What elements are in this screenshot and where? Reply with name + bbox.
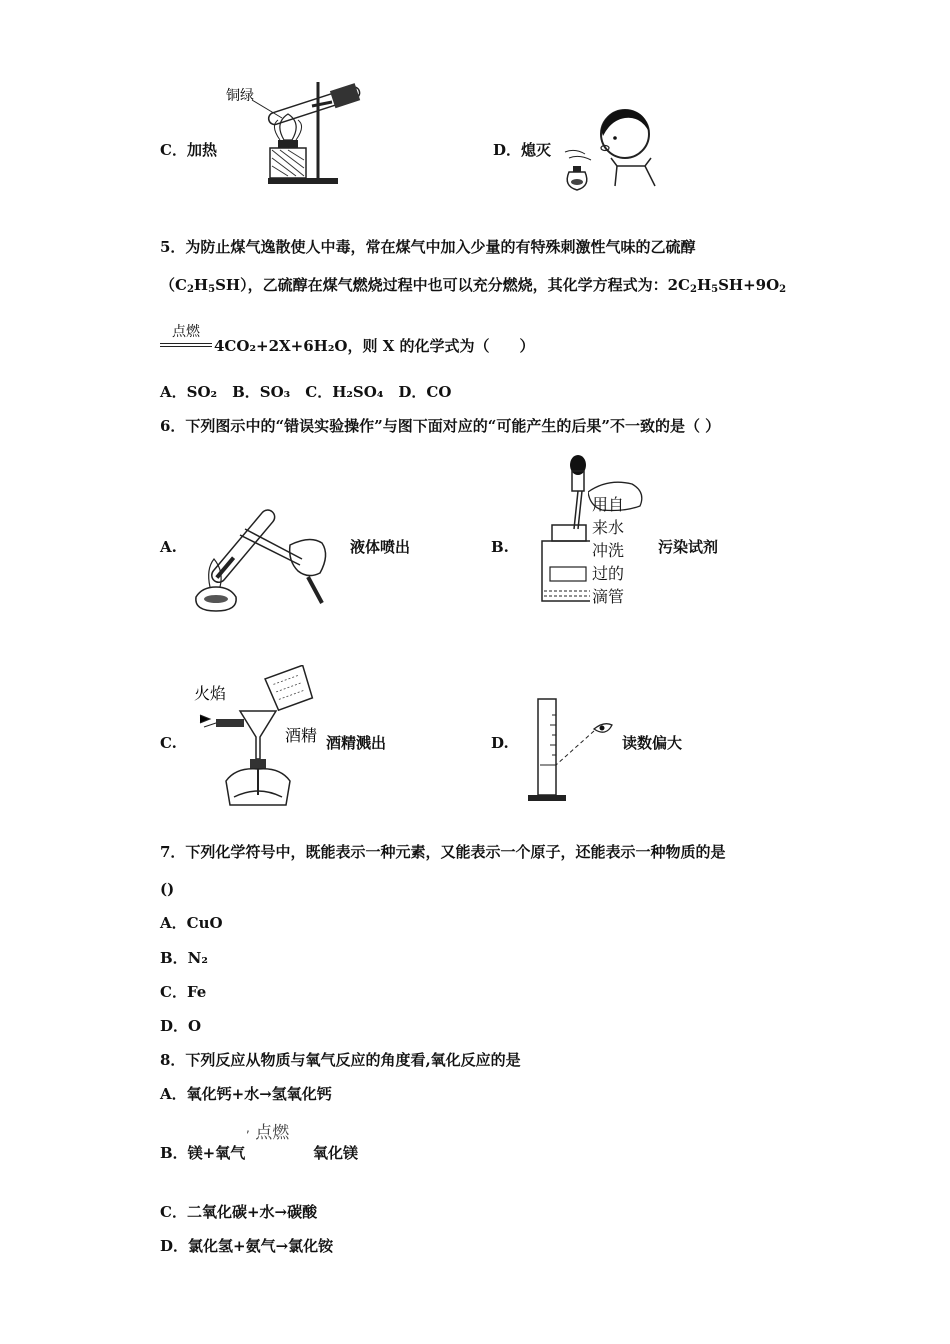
condition-ignite-label: 点燃 (172, 324, 200, 340)
heating-apparatus-figure (222, 78, 372, 190)
q6-option-a-result: 液体喷出 (350, 538, 411, 556)
q8-stem: 8．下列反应从物质与氧气反应的角度看,氧化反应的是 (160, 1051, 521, 1069)
q5-line2-mid: SH），乙硫醇在煤气燃烧过程中也可以充分燃烧，其化学方程式为：2C (215, 276, 690, 294)
blowing-out-lamp-figure (555, 102, 665, 196)
q7-option-b[interactable]: B．N₂ (160, 949, 208, 967)
annotation-line-1: 用自 (592, 495, 625, 514)
q5-stem-line2: $(C_2H_5SH)$，乙硫醇在煤气燃烧过程中也可以充分燃烧，其化学方程式为：$2C_2H_5SH+9O_2$ (160, 276, 787, 295)
q8-option-b-left[interactable]: B．镁+氧气 (160, 1144, 246, 1162)
q4-option-c-label[interactable]: C．加热 (160, 141, 217, 159)
q6-option-d-label[interactable]: D. (491, 734, 509, 752)
q8-option-b-right[interactable]: 氧化镁 (313, 1144, 359, 1162)
q8-option-a[interactable]: A．氧化钙+水→氢氧化钙 (160, 1085, 332, 1103)
q8-condition: , 点燃 (246, 1121, 290, 1143)
annotation-line-4: 过的 (592, 564, 625, 583)
q6-option-d-result: 读数偏大 (622, 734, 683, 752)
q6-option-c-label[interactable]: C. (160, 734, 177, 752)
label-flame: 火焰 (194, 684, 227, 703)
q7-option-d[interactable]: D．O (160, 1017, 202, 1035)
tube-heating-hand-figure (190, 495, 340, 613)
q6-option-b-result: 污染试剂 (658, 538, 719, 556)
annotation-line-3: 冲洗 (592, 541, 625, 560)
q6-option-a-label[interactable]: A. (160, 538, 177, 556)
dropper-annotation (592, 493, 624, 608)
q7-stem: 7．下列化学符号中，既能表示一种元素，又能表示一个原子，还能表示一种物质的是 (160, 843, 726, 861)
q5-stem-line1: 5．为防止煤气逸散使人中毒，常在煤气中加入少量的有特殊刺激性气味的乙硫醇 (160, 238, 696, 256)
q8-condition-label: 点燃 (255, 1123, 290, 1143)
q7-option-a[interactable]: A．CuO (160, 914, 223, 932)
q4-option-d-label[interactable]: D．熄灭 (493, 141, 552, 159)
reaction-condition-arrow (160, 324, 212, 347)
q5-line2-end: SH+9O (718, 276, 780, 294)
label-alcohol: 酒精 (285, 726, 318, 745)
q6-option-c-result: 酒精溅出 (326, 734, 387, 752)
alcohol-lamp-funnel-figure (190, 665, 320, 807)
q5-line2-pre: （C (160, 276, 187, 294)
figure-label-copper-green: 铜绿 (226, 88, 254, 104)
q7-paren: () (160, 880, 175, 898)
dropper-bottle-figure (530, 455, 590, 605)
q8-option-c[interactable]: C．二氧化碳+水→碳酸 (160, 1203, 318, 1221)
annotation-line-2: 来水 (592, 518, 625, 537)
q6-stem: 6．下列图示中的“错误实验操作”与图下面对应的“可能产生的后果”不一致的是（ ） (160, 417, 721, 435)
q5-stem-line3: 4CO₂+2X+6H₂O，则 X 的化学式为（ ） (214, 337, 535, 355)
annotation-line-5: 滴管 (592, 587, 625, 606)
q8-option-d[interactable]: D．氯化氢+氨气→氯化铵 (160, 1237, 334, 1255)
graduated-cylinder-figure (522, 695, 622, 805)
q5-options[interactable]: A．SO₂ B．SO₃ C．H₂SO₄ D．CO (160, 383, 452, 401)
q7-option-c[interactable]: C．Fe (160, 983, 207, 1001)
q6-option-b-label[interactable]: B. (491, 538, 509, 556)
